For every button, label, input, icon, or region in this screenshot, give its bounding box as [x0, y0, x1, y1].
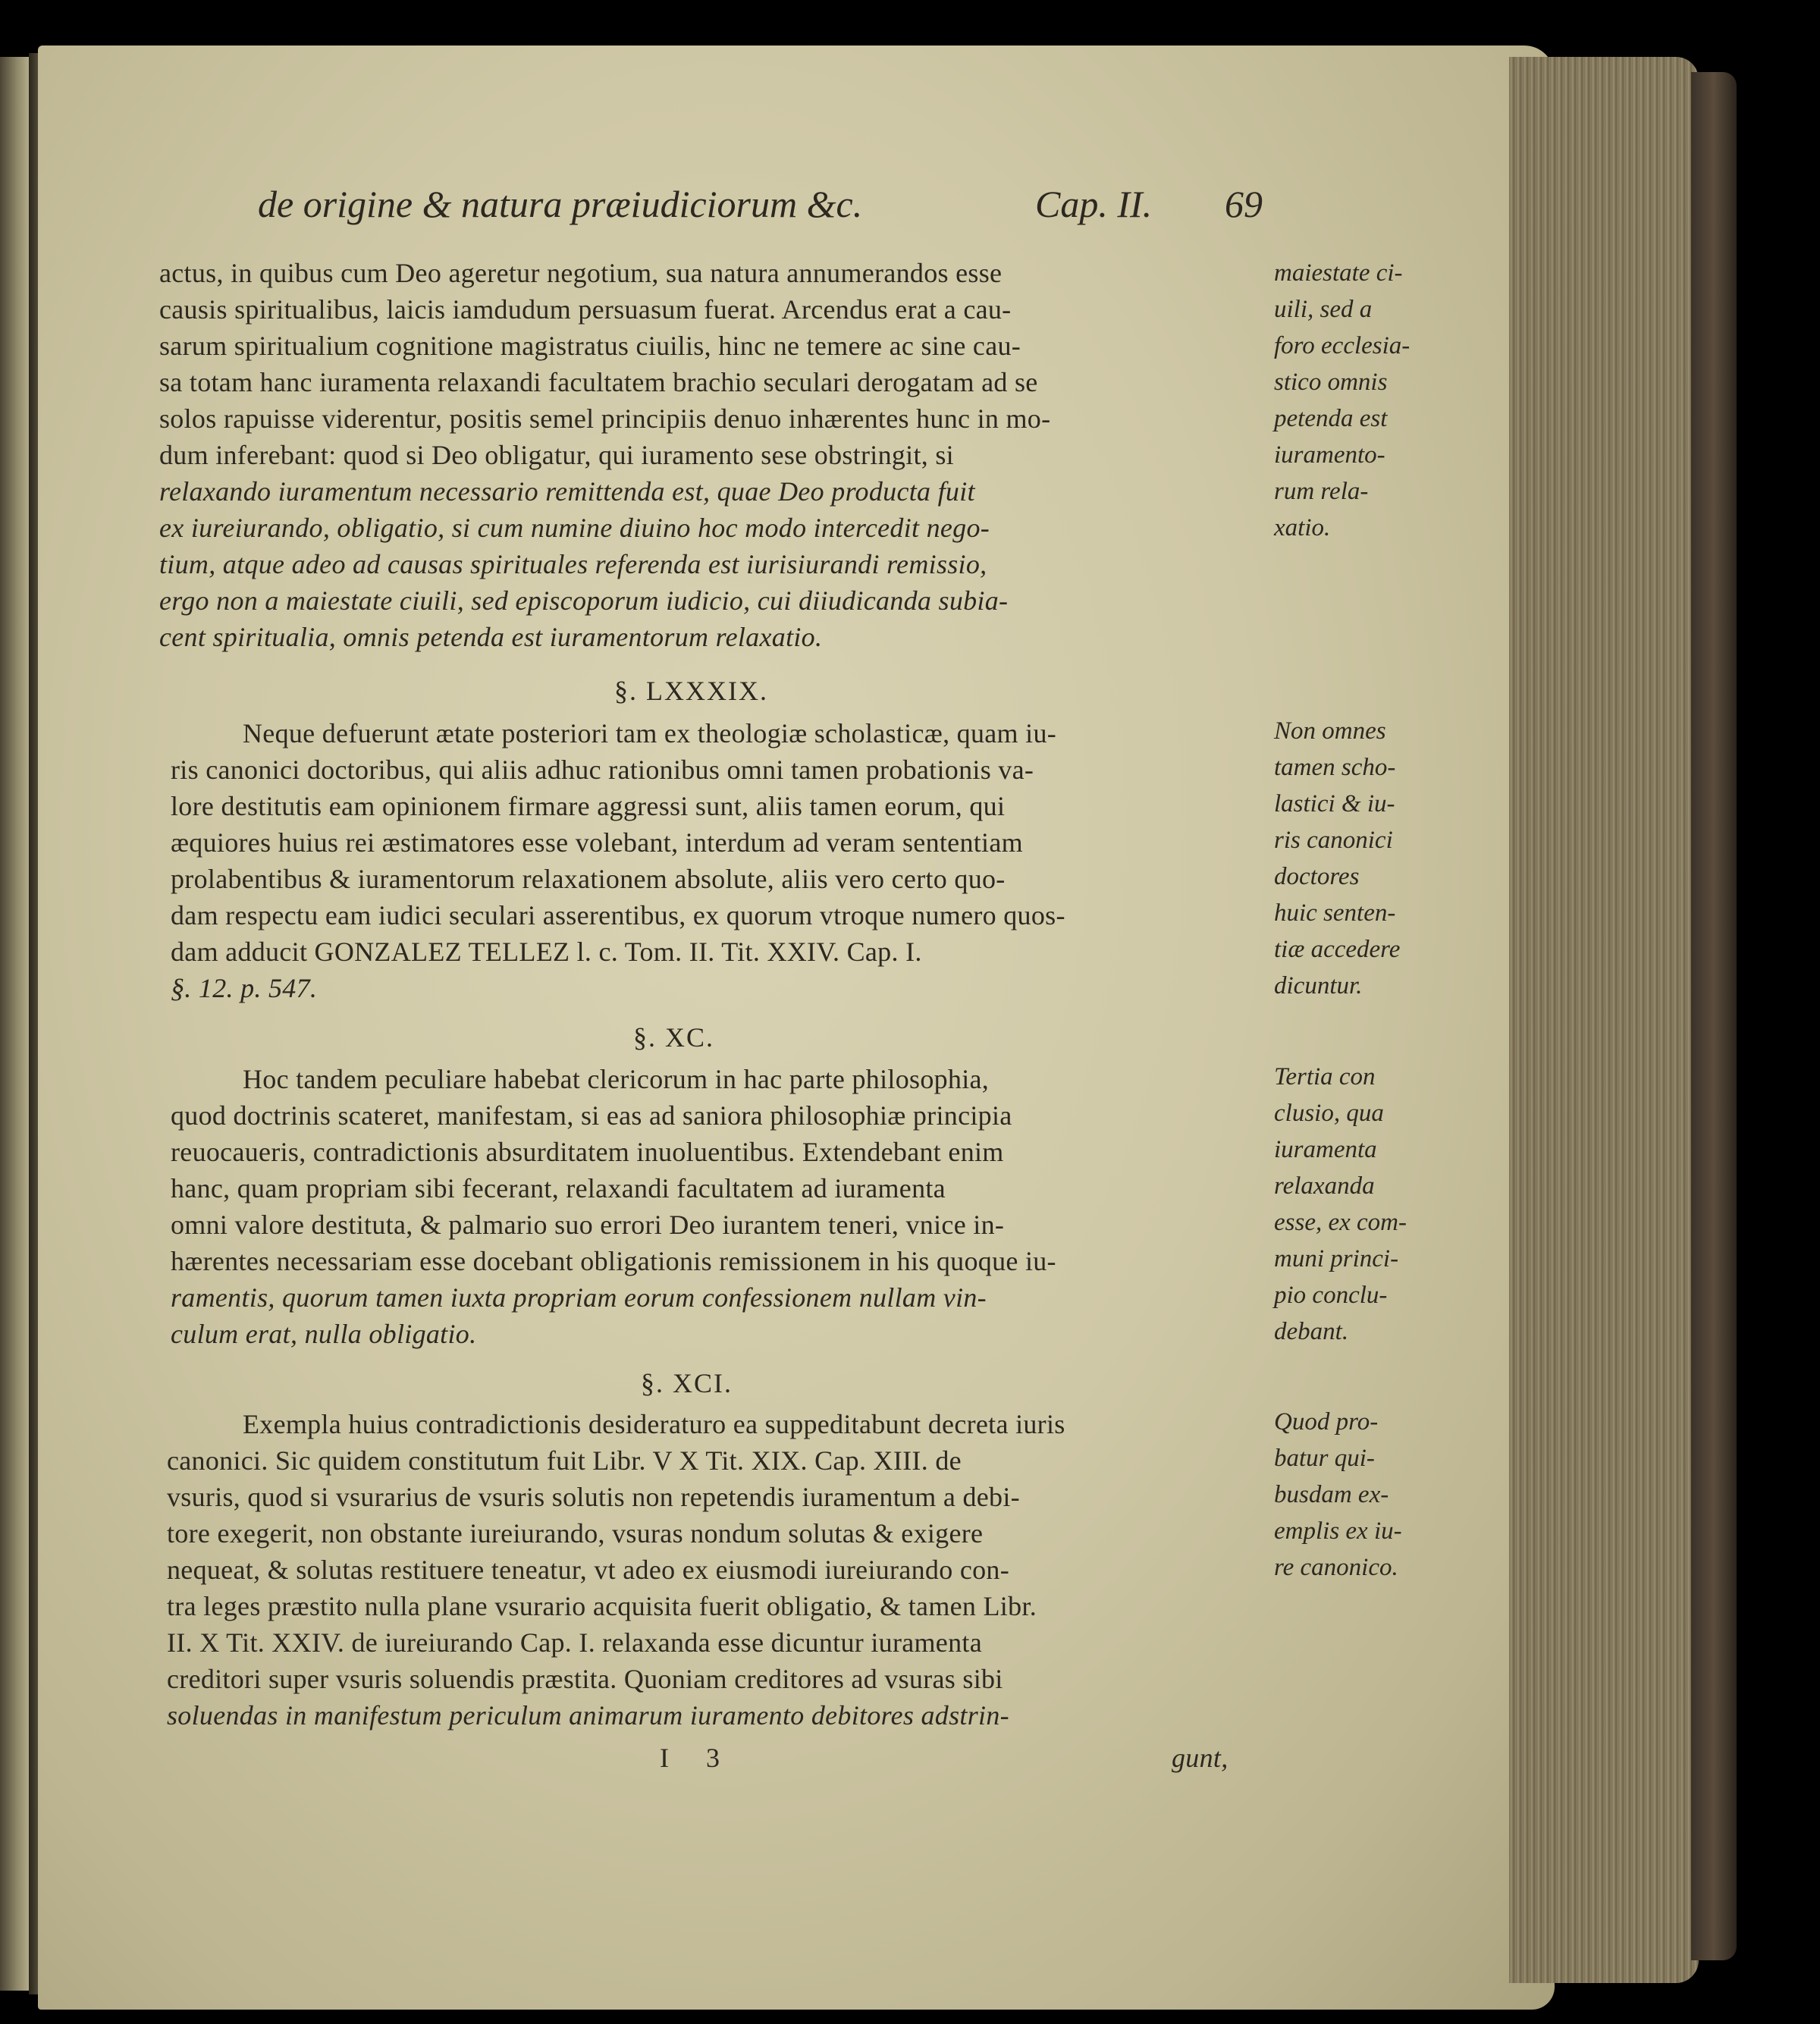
marginal-note-line: huic senten-	[1274, 899, 1396, 927]
body-line: creditori super vsuris soluendis præstita. Quoniam creditores ad vsuras sibi	[167, 1664, 1003, 1694]
book-cover-edge	[1691, 72, 1737, 1960]
body-line: dam adducit GONZALEZ TELLEZ l. c. Tom. II. Tit. XXIV. Cap. I.	[171, 937, 922, 967]
body-line: relaxando iuramentum necessario remittenda est, quae Deo producta fuit	[159, 476, 975, 507]
marginal-note-line: stico omnis	[1274, 369, 1388, 396]
body-line: reuocaueris, contradictionis absurditatem inuoluentibus. Extendebant enim	[171, 1137, 1004, 1167]
body-line: soluendas in manifestum periculum animarum iuramento debitores adstrin-	[167, 1700, 1009, 1731]
page-number: 69	[1225, 183, 1263, 225]
body-line: canonici. Sic quidem constitutum fuit Libr. V X Tit. XIX. Cap. XIII. de	[167, 1445, 962, 1476]
body-line: cent spiritualia, omnis petenda est iuramentorum relaxatio.	[159, 622, 823, 652]
marginal-note-line: debant.	[1274, 1318, 1349, 1345]
section-heading: §. XCI.	[641, 1368, 733, 1398]
body-line: ergo non a maiestate ciuili, sed episcoporum iudicio, cui diiudicanda subia-	[159, 585, 1009, 616]
marginal-note-line: clusio, qua	[1274, 1100, 1384, 1127]
section-heading: §. LXXXIX.	[614, 676, 768, 706]
body-line: tium, atque adeo ad causas spirituales referenda est iurisiurandi remissio,	[159, 549, 987, 579]
marginal-note-line: tiæ accedere	[1274, 936, 1401, 963]
catchword: gunt,	[1172, 1743, 1228, 1773]
body-line: tra leges præstito nulla plane vsurario acquisita fuerit obligatio, & tamen Libr.	[167, 1591, 1037, 1621]
body-line: §. 12. p. 547.	[171, 973, 318, 1003]
marginal-note-line: lastici & iu-	[1274, 790, 1395, 817]
body-line: vsuris, quod si vsurarius de vsuris solutis non repetendis iuramentum a debi-	[167, 1482, 1020, 1512]
body-line: omni valore destituta, & palmario suo errori Deo iurantem teneri, vnice in-	[171, 1210, 1005, 1240]
marginal-note-line: tamen scho-	[1274, 754, 1396, 781]
body-line: Exempla huius contradictionis desideraturo ea suppeditabunt decreta iuris	[243, 1409, 1065, 1439]
body-line: hanc, quam propriam sibi fecerant, relaxandi facultatem ad iuramenta	[171, 1173, 946, 1203]
body-line: ramentis, quorum tamen iuxta propriam eorum confessionem nullam vin-	[171, 1282, 987, 1313]
body-line: hærentes necessariam esse docebant obligationis remissionem in his quoque iu-	[171, 1246, 1056, 1276]
page-fore-edge	[1509, 57, 1699, 1983]
running-title: de origine & natura præiudiciorum &c.	[258, 183, 863, 225]
marginal-note-line: batur qui-	[1274, 1445, 1375, 1472]
body-line: æquiores huius rei æstimatores esse volebant, interdum ad veram sententiam	[171, 827, 1023, 858]
marginal-note-line: iuramento-	[1274, 441, 1385, 469]
signature-mark: I 3	[660, 1743, 735, 1773]
marginal-note-line: xatio.	[1274, 514, 1331, 541]
body-line: prolabentibus & iuramentorum relaxationem absolute, aliis vero certo quo-	[171, 864, 1006, 894]
marginal-note-line: iuramenta	[1274, 1136, 1377, 1163]
body-line: quod doctrinis scateret, manifestam, si eas ad saniora philosophiæ principia	[171, 1100, 1012, 1131]
marginal-note-line: ris canonici	[1274, 827, 1393, 854]
marginal-note-line: dicuntur.	[1274, 972, 1363, 999]
marginal-note-line: Tertia con	[1274, 1063, 1376, 1090]
body-line: ex iureiurando, obligatio, si cum numine diuino hoc modo intercedit nego-	[159, 513, 990, 543]
marginal-note-line: relaxanda	[1274, 1172, 1375, 1200]
marginal-note-line: foro ecclesia-	[1274, 332, 1410, 359]
marginal-note-line: Non omnes	[1274, 717, 1386, 745]
marginal-note-line: rum rela-	[1274, 478, 1369, 505]
section-heading: §. XC.	[633, 1022, 715, 1053]
marginal-note-line: emplis ex iu-	[1274, 1517, 1402, 1545]
body-line: dam respectu eam iudici seculari asserentibus, ex quorum vtroque numero quos-	[171, 900, 1065, 930]
marginal-note-line: doctores	[1274, 863, 1360, 890]
marginal-note-line: Quod pro-	[1274, 1408, 1379, 1436]
body-line: actus, in quibus cum Deo ageretur negotium, sua natura annumerandos esse	[159, 258, 1003, 288]
body-line: sarum spiritualium cognitione magistratus ciuilis, hinc ne temere ac sine cau-	[159, 331, 1021, 361]
left-page-edge	[0, 57, 30, 1991]
body-line: Neque defuerunt ætate posteriori tam ex theologiæ scholasticæ, quam iu-	[243, 718, 1057, 748]
marginal-note-line: re canonico.	[1274, 1554, 1398, 1581]
body-line: ris canonici doctoribus, qui aliis adhuc rationibus omni tamen probationis va-	[171, 755, 1034, 785]
body-line: sa totam hanc iuramenta relaxandi facultatem brachio seculari derogatam ad se	[159, 367, 1038, 397]
body-line: lore destitutis eam opinionem firmare aggressi sunt, aliis tamen eorum, qui	[171, 791, 1006, 821]
body-line: causis spiritualibus, laicis iamdudum persuasum fuerat. Arcendus erat a cau-	[159, 294, 1012, 325]
marginal-note-line: uili, sed a	[1274, 296, 1373, 323]
marginal-note-line: esse, ex com-	[1274, 1209, 1407, 1236]
body-line: tore exegerit, non obstante iureiurando, vsuras nondum solutas & exigere	[167, 1518, 984, 1549]
chapter-label: Cap. II.	[1035, 183, 1153, 225]
body-line: culum erat, nulla obligatio.	[171, 1319, 477, 1349]
marginal-note-line: busdam ex-	[1274, 1481, 1389, 1508]
body-line: Hoc tandem peculiare habebat clericorum in hac parte philosophia,	[243, 1064, 990, 1094]
marginal-note-line: pio conclu-	[1274, 1282, 1388, 1309]
body-line: solos rapuisse viderentur, positis semel principiis denuo inhærentes hunc in mo-	[159, 403, 1051, 434]
marginal-note-line: petenda est	[1274, 405, 1388, 432]
marginal-note-line: maiestate ci-	[1274, 259, 1403, 287]
body-line: II. X Tit. XXIV. de iureiurando Cap. I. relaxanda esse dicuntur iuramenta	[167, 1627, 982, 1658]
marginal-note-line: muni princi-	[1274, 1245, 1399, 1272]
body-line: dum inferebant: quod si Deo obligatur, qui iuramento sese obstringit, si	[159, 440, 954, 470]
body-line: nequeat, & solutas restituere teneatur, vt adeo ex eiusmodi iureiurando con-	[167, 1555, 1009, 1585]
